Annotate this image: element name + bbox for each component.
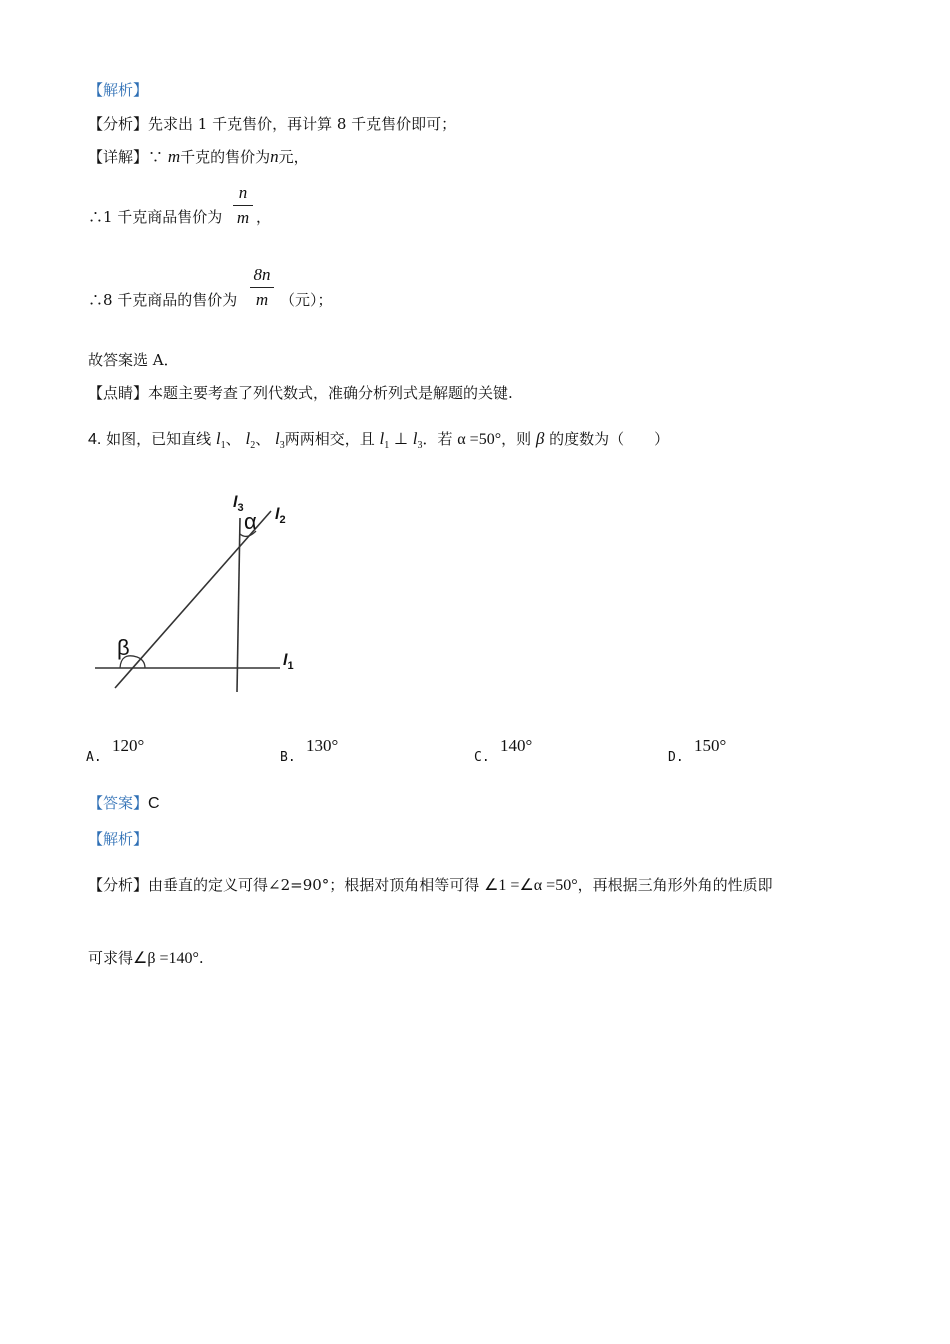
option-a-label: A. xyxy=(86,750,102,765)
fraction-bar xyxy=(233,205,253,206)
sep-1: 、 xyxy=(225,430,241,448)
perp-symbol: ⊥ xyxy=(394,431,408,448)
dianjing-text: 本题主要考查了列代数式，准确分析列式是解题的关键. xyxy=(148,384,513,402)
var-n: n xyxy=(270,147,279,166)
line-l3-stroke xyxy=(237,518,240,692)
option-c-label: C. xyxy=(474,750,490,765)
fenxi-line xyxy=(88,114,456,134)
xiangjie-line xyxy=(88,147,309,167)
line-l3: $l_3$ xyxy=(274,429,285,451)
answer-fenxi-line xyxy=(88,875,773,896)
step1-line xyxy=(88,207,222,227)
answer-line2-b: . xyxy=(198,949,204,967)
jiexi-heading xyxy=(88,80,148,100)
step2-line xyxy=(88,290,237,310)
step2-prefix: ∴8 千克商品的售价为 xyxy=(88,291,238,309)
step1-prefix: ∴1 千克商品售价为 xyxy=(88,208,223,226)
line-l2: $l_2$ xyxy=(245,429,256,451)
alpha-equation: α =50° xyxy=(457,431,502,448)
sep-2: 、 xyxy=(255,430,271,448)
answer-jiexi-tag: 【解析】 xyxy=(88,830,149,848)
fraction-bar xyxy=(250,287,274,288)
step1-denominator: m xyxy=(236,208,250,227)
answer-line2-formula: ∠β =140° xyxy=(133,950,199,967)
step1-suffix: ， xyxy=(256,208,272,226)
choose-text: 故答案选 A． xyxy=(88,351,179,369)
question-number: 4. xyxy=(88,431,102,448)
line-l1: $l_1$ xyxy=(215,429,226,451)
step2-fraction xyxy=(250,264,274,311)
label-l2: $l_2$ xyxy=(275,506,286,526)
option-a-value: 120° xyxy=(112,736,145,755)
step2-suffix-wrap xyxy=(280,290,333,310)
xiangjie-end: 元， xyxy=(278,148,309,166)
question-text-b: 两两相交，且 xyxy=(284,430,375,448)
option-d-label: D. xyxy=(668,750,684,765)
answer-line2 xyxy=(88,948,204,969)
perp-l1: $l_1$ xyxy=(379,429,390,451)
step1-numerator: n xyxy=(238,183,248,202)
step2-suffix: （元）； xyxy=(280,291,333,309)
step2-numerator: 8n xyxy=(253,265,271,284)
answer-jiexi-heading xyxy=(88,829,148,849)
geometry-figure xyxy=(85,485,315,700)
xiangjie-tag: 【详解】 xyxy=(88,148,149,166)
dianjing-tag: 【点睛】 xyxy=(88,384,149,402)
option-b-label: B. xyxy=(280,750,296,765)
step2-denominator: m xyxy=(255,290,269,309)
because-symbol: ∵ xyxy=(148,148,164,166)
answer-fenxi-a: 由垂直的定义可得∠2=90°；根据对顶角相等可得 xyxy=(148,876,480,894)
var-m: m xyxy=(167,147,181,166)
question-4 xyxy=(88,429,669,456)
line-l2-stroke xyxy=(115,511,271,688)
answer-fenxi-b: ，再根据三角形外角的性质即 xyxy=(577,876,773,894)
answer-tag: 【答案】 xyxy=(88,794,149,812)
answer-line xyxy=(88,793,160,814)
choose-line xyxy=(88,350,179,370)
answer-line2-a: 可求得 xyxy=(88,949,134,967)
option-c-value: 140° xyxy=(500,736,533,755)
step1-fraction xyxy=(233,182,253,229)
step1-suffix-wrap xyxy=(256,207,271,227)
answer-fenxi-tag: 【分析】 xyxy=(88,876,149,894)
dianjing-line xyxy=(88,383,513,403)
option-d-value: 150° xyxy=(694,736,727,755)
option-b-value: 130° xyxy=(306,736,339,755)
beta-symbol: β xyxy=(535,429,545,448)
jiexi-tag: 【解析】 xyxy=(88,81,149,99)
xiangjie-mid: 千克的售价为 xyxy=(180,148,271,166)
fenxi-tag: 【分析】 xyxy=(88,115,149,133)
label-alpha: α xyxy=(244,509,257,534)
answer-fenxi-formula: ∠1 =∠α =50° xyxy=(484,877,578,894)
question-text-d: ，则 xyxy=(501,430,532,448)
answer-value: C xyxy=(148,795,160,812)
label-l1: $l_1$ xyxy=(283,652,294,672)
label-l3: $l_3$ xyxy=(233,494,244,514)
perp-l3: $l_3$ xyxy=(412,429,423,451)
label-beta: β xyxy=(117,635,130,660)
question-text-a: 如图，已知直线 xyxy=(106,430,212,448)
question-text-e: 的度数为（ ） xyxy=(549,430,670,448)
question-text-c: ．若 xyxy=(422,430,453,448)
fenxi-text: 先求出 1 千克售价，再计算 8 千克售价即可； xyxy=(148,115,457,133)
